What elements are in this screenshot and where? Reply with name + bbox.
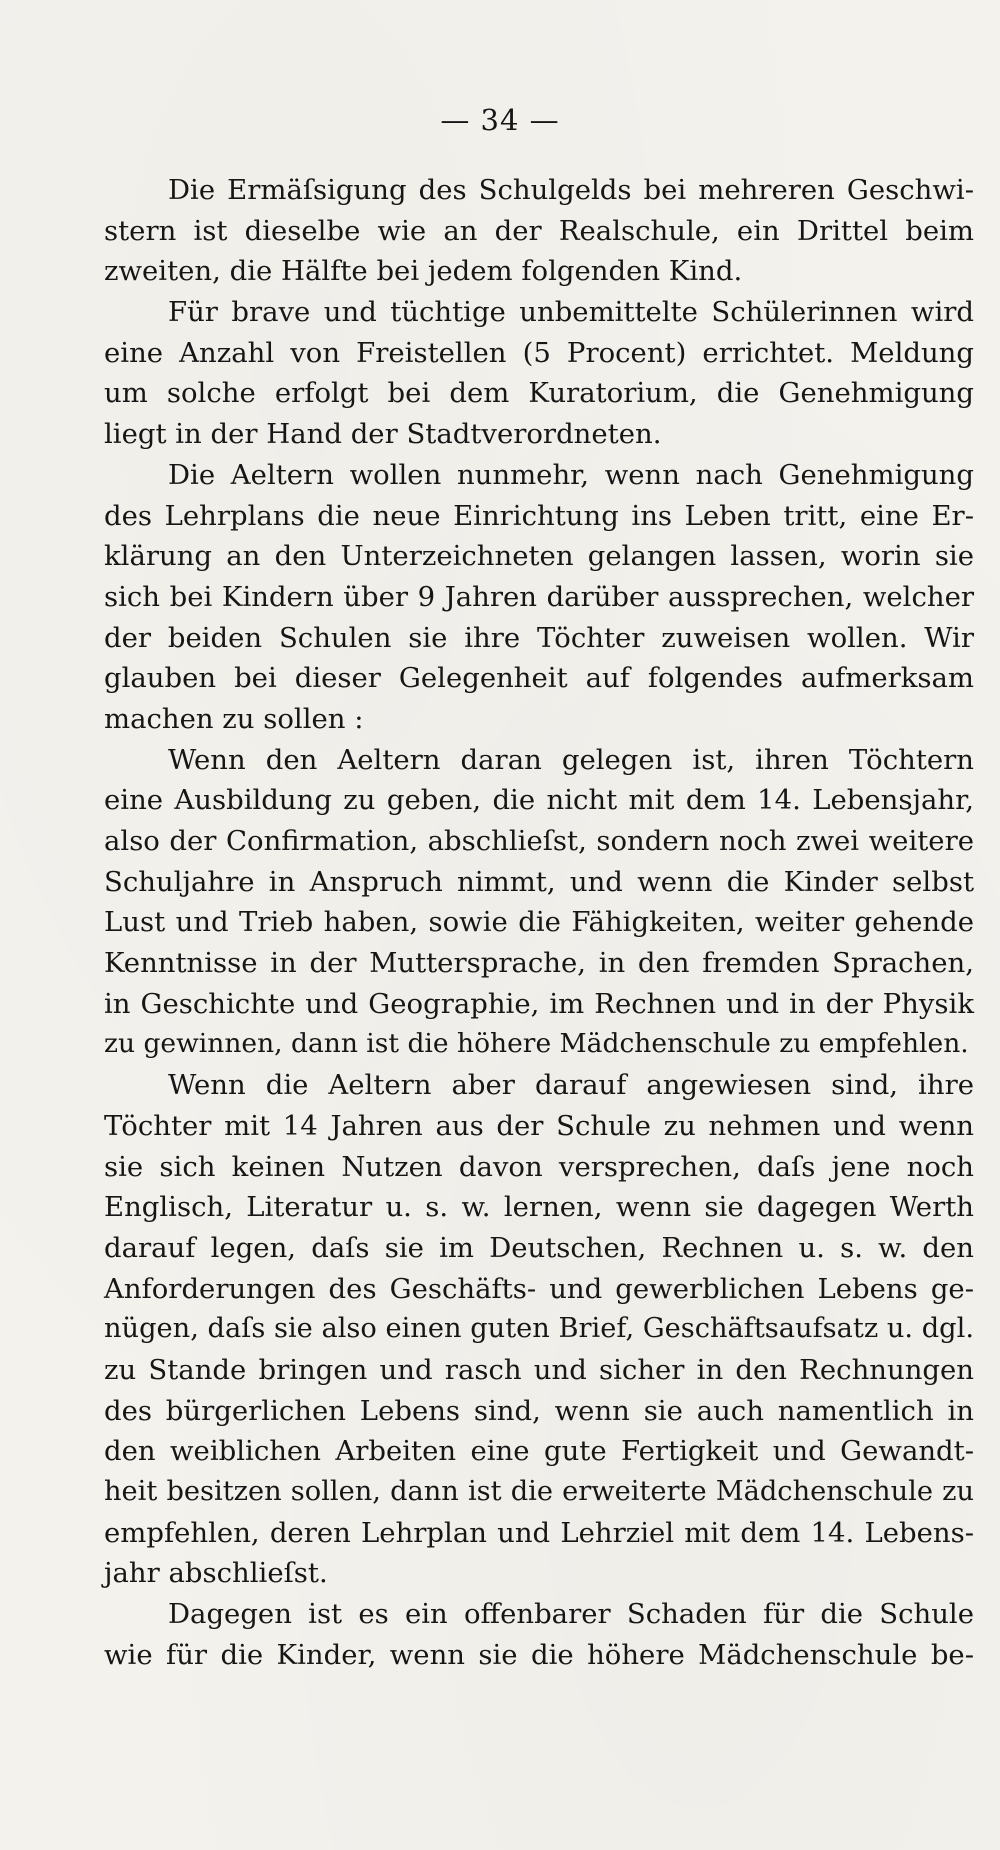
text-line: Schuljahre in Anspruch nimmt, und wenn die Kinder selbst [104, 865, 974, 898]
text-line: Wenn die Aeltern aber darauf angewiesen sind, ihre [168, 1069, 974, 1102]
text-line: jahr abschlieſst. [104, 1557, 328, 1590]
text-line: machen zu sollen : [104, 702, 364, 735]
text-line: in Geschichte und Geographie, im Rechnen und in der Physik [104, 987, 974, 1020]
text-line: wie für die Kinder, wenn sie die höhere Mädchenschule be- [104, 1638, 974, 1671]
text-line: nügen, daſs sie also einen guten Brief, Geschäftsaufsatz u. dgl. [104, 1313, 974, 1345]
text-line: heit besitzen sollen, dann ist die erweiterte Mädchenschule zu [104, 1476, 974, 1507]
text-line: darauf legen, daſs sie im Deutschen, Rechnen u. s. w. den [104, 1231, 974, 1264]
text-line: liegt in der Hand der Stadtverordneten. [104, 418, 662, 451]
text-line: Anforderungen des Geschäfts- und gewerblichen Lebens ge- [104, 1272, 974, 1305]
text-line: Die Aeltern wollen nunmehr, wenn nach Genehmigung [168, 458, 974, 491]
text-line: Kenntnisse in der Muttersprache, in den fremden Sprachen, [104, 947, 974, 980]
text-line: sie sich keinen Nutzen davon versprechen, daſs jene noch [104, 1150, 974, 1183]
text-line: Für brave und tüchtige unbemittelte Schülerinnen wird [168, 296, 974, 329]
text-line: Englisch, Literatur u. s. w. lernen, wenn sie dagegen Werth [104, 1191, 974, 1224]
text-line: Töchter mit 14 Jahren aus der Schule zu nehmen und wenn [104, 1109, 974, 1142]
text-line: Dagegen ist es ein offenbarer Schaden für die Schule [168, 1598, 974, 1631]
text-line: sich bei Kindern über 9 Jahren darüber aussprechen, welcher [104, 580, 974, 613]
text-line: Lust und Trieb haben, sowie die Fähigkeiten, weiter gehende [104, 906, 974, 939]
text-line: zu gewinnen, dann ist die höhere Mädchenschule zu empfehlen. [104, 1028, 969, 1060]
text-line: Wenn den Aeltern daran gelegen ist, ihren Töchtern [168, 743, 974, 776]
text-line: Die Ermäſsigung des Schulgelds bei mehreren Geschwi- [168, 174, 974, 206]
page-number: — 34 — [440, 103, 560, 137]
text-line: um solche erfolgt bei dem Kuratorium, die Genehmigung [104, 377, 974, 410]
text-line: des bürgerlichen Lebens sind, wenn sie auch namentlich in [104, 1394, 974, 1427]
text-line: des Lehrplans die neue Einrichtung ins Leben tritt, eine Er- [104, 499, 974, 532]
text-line: der beiden Schulen sie ihre Töchter zuweisen wollen. Wir [104, 621, 974, 654]
text-line: empfehlen, deren Lehrplan und Lehrziel mit dem 14. Lebens- [104, 1516, 974, 1549]
body-text [104, 170, 974, 1675]
text-line: zu Stande bringen und rasch und sicher in den Rechnungen [104, 1353, 974, 1386]
text-line: also der Confirmation, abschlieſst, sondern noch zwei weitere [104, 825, 974, 857]
text-line: eine Ausbildung zu geben, die nicht mit dem 14. Lebensjahr, [104, 784, 974, 817]
text-line: glauben bei dieser Gelegenheit auf folgendes aufmerksam [104, 662, 974, 695]
text-line: eine Anzahl von Freistellen (5 Procent) errichtet. Meldung [104, 336, 974, 369]
text-line: den weiblichen Arbeiten eine gute Fertigkeit und Gewandt- [104, 1435, 974, 1468]
text-line: klärung an den Unterzeichneten gelangen lassen, worin sie [104, 540, 974, 573]
text-line: zweiten, die Hälfte bei jedem folgenden Kind. [104, 255, 743, 288]
text-line: stern ist dieselbe wie an der Realschule, ein Drittel beim [104, 214, 974, 247]
